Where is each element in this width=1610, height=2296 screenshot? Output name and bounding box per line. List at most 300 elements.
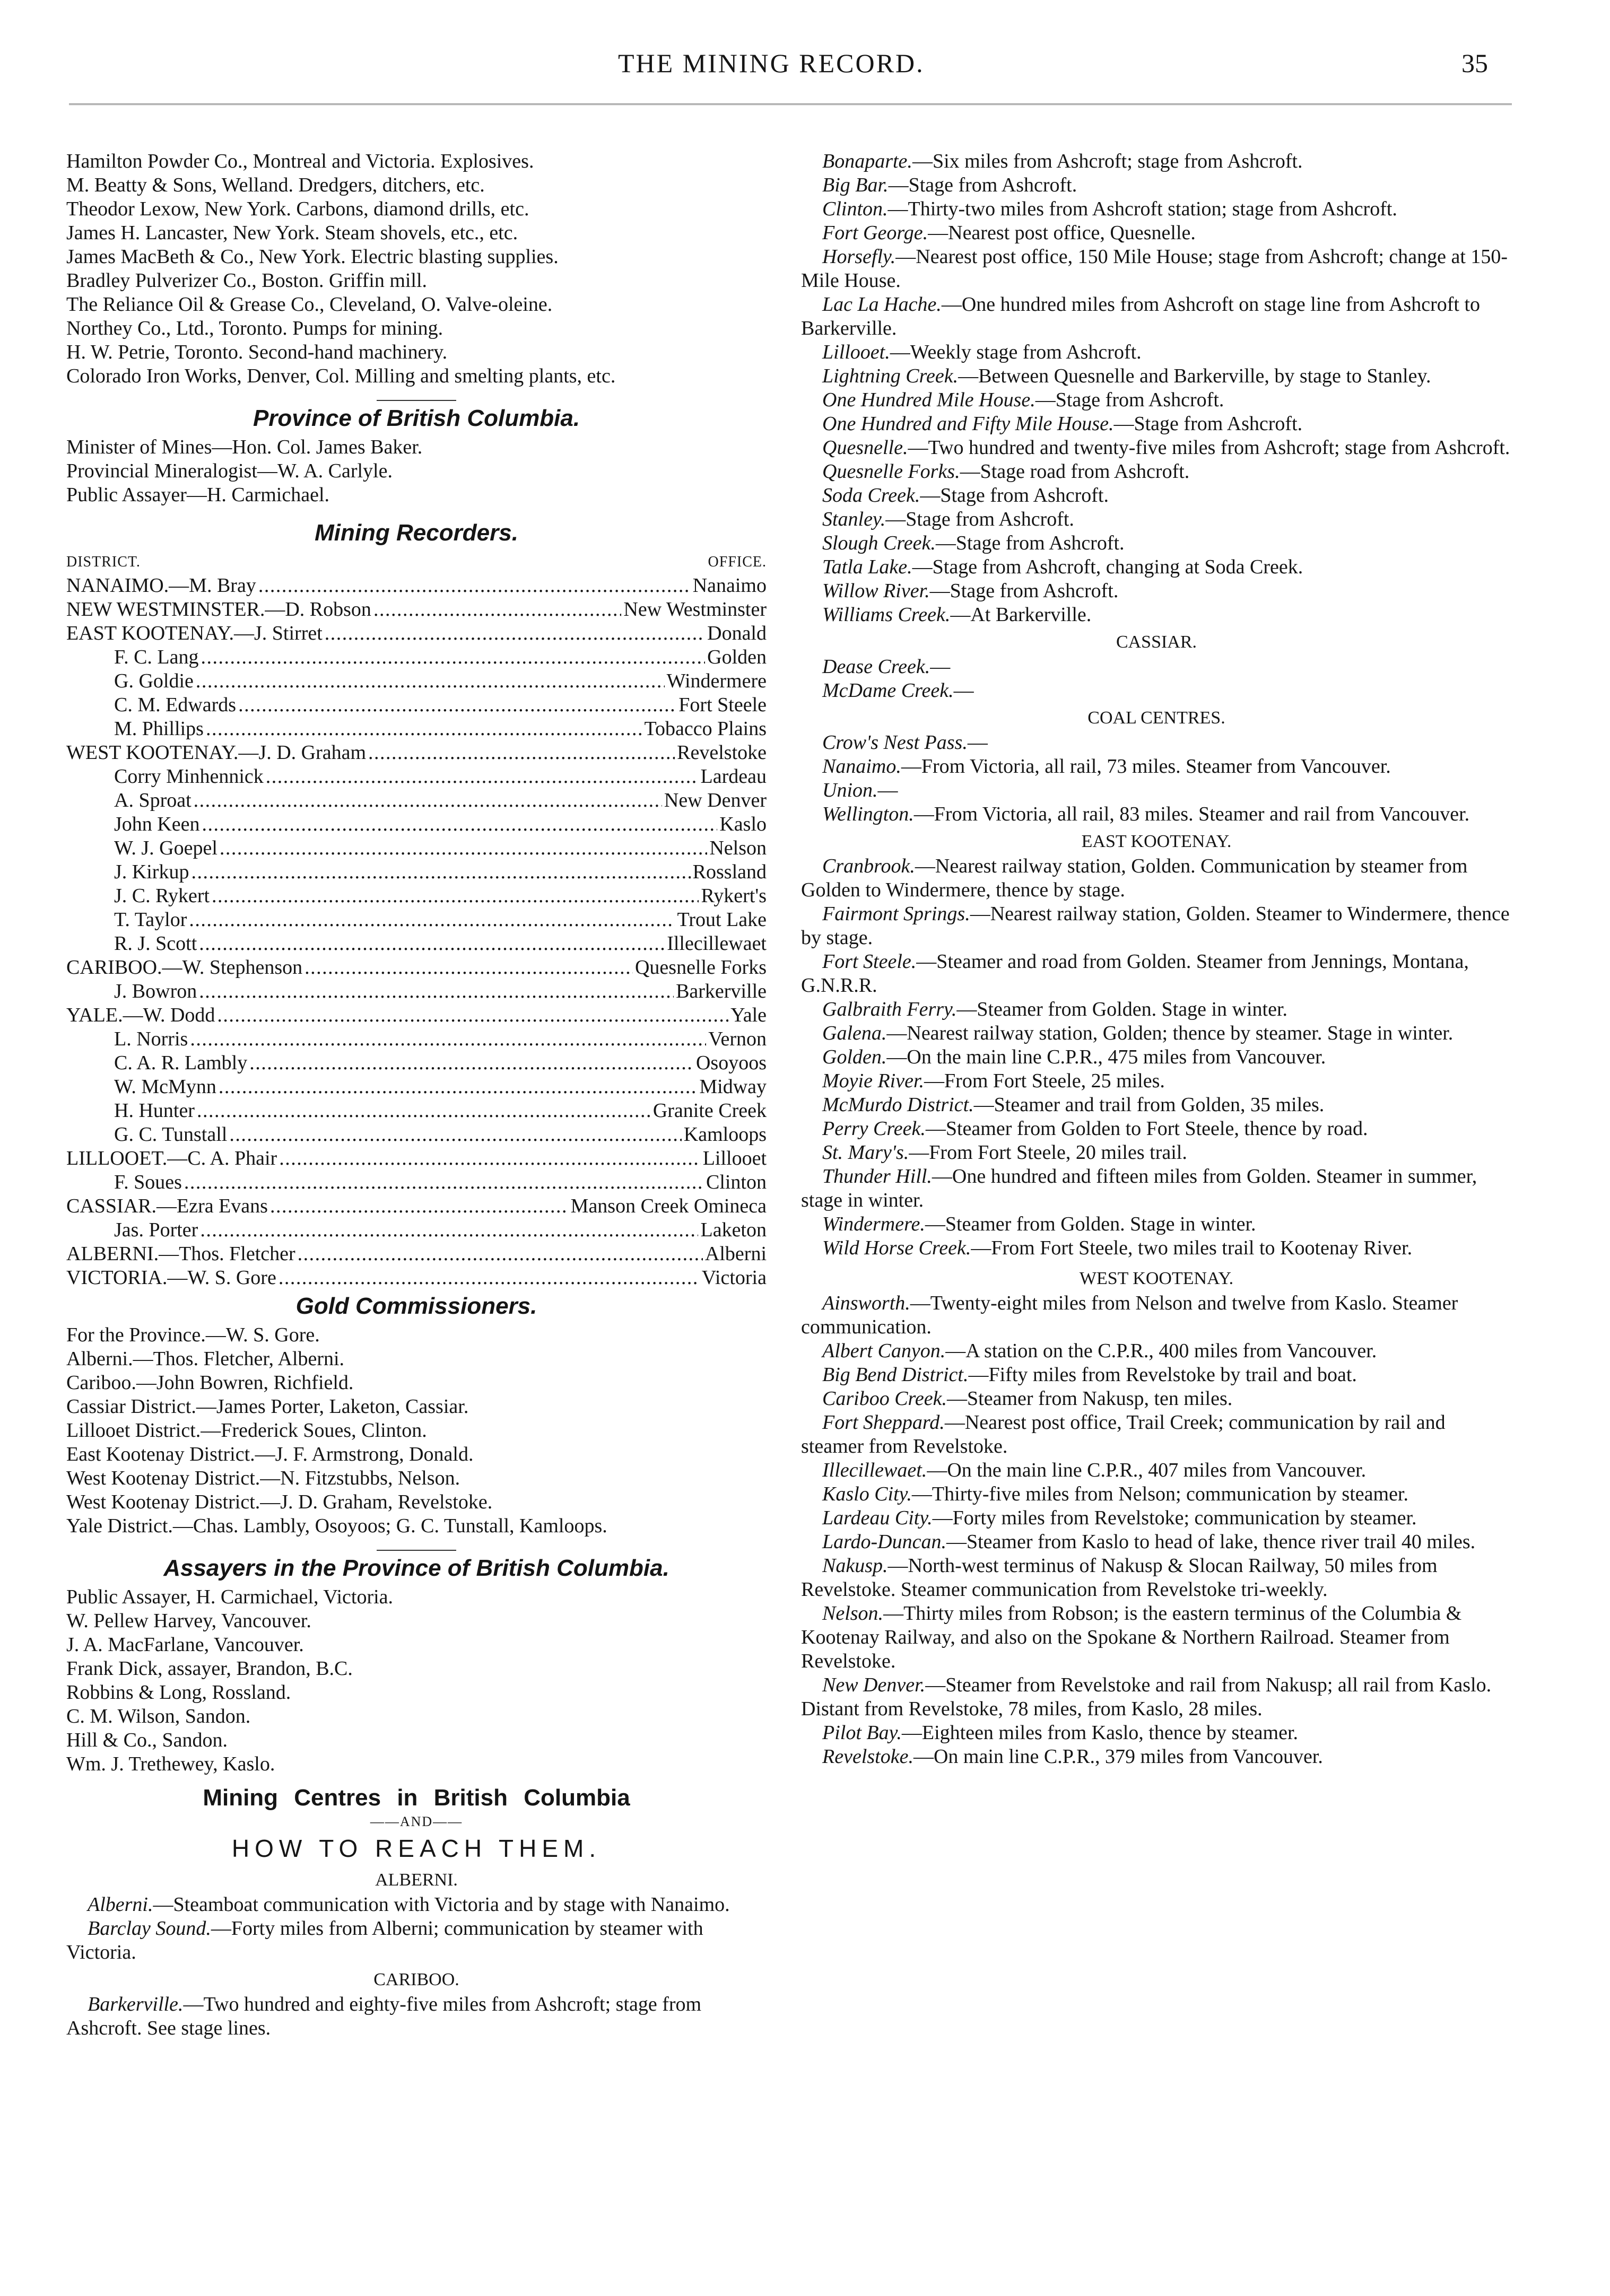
place-directions: —Nearest post office, 150 Mile House; stage from Ashcroft; change at 150-Mile House. [801,246,1508,292]
place-name: Galbraith Ferry. [822,998,957,1020]
place-name: Horsefly. [822,246,896,268]
place-directions: —Steamer and road from Golden. Steamer from Jennings, Montana, G.N.R.R. [801,950,1469,997]
place-entry [801,1045,1512,1069]
place-name: Galena. [822,1022,887,1044]
recorder-name: G. C. Tunstall [114,1123,228,1146]
gold-commissioners-heading: Gold Commissioners. [295,1293,537,1319]
recorder-row [66,980,767,1003]
recorder-row [66,1242,767,1266]
recorder-office: Revelstoke [677,741,767,764]
supplier-line: Theodor Lexow, New York. Carbons, diamond drills, etc. [66,198,529,220]
recorder-office: Trout Lake [677,909,767,931]
recorder-name: ALBERNI.—Thos. Fletcher [66,1243,295,1265]
place-name: Tatla Lake. [822,556,912,578]
recorder-row [66,932,767,956]
place-name: Willow River. [822,580,930,602]
place-directions: —Steamer from Golden. Stage in winter. [956,998,1288,1020]
assayers-heading: Assayers in the Province of British Columbia. [163,1555,669,1581]
place-directions: —Nearest railway station, Golden. Communication by steamer from Golden to Windermere, thence by stage. [801,855,1468,901]
recorder-row [66,884,767,908]
place-name: Wellington. [822,803,914,825]
district-column-header: DISTRICT. [66,554,141,570]
place-entry [801,779,1512,802]
place-directions: —Nearest railway station, Golden. Steamer to Windermere, thence by stage. [801,903,1510,949]
place-name: Moyie River. [822,1070,925,1092]
supplier-line: James MacBeth & Co., New York. Electric blasting supplies. [66,246,559,268]
recorder-row [66,836,767,860]
section-divider [377,1550,456,1551]
place-entry [801,1069,1512,1093]
recorder-name: F. Soues [114,1171,182,1193]
place-name: Cariboo Creek. [822,1387,947,1410]
place-name: Nakusp. [822,1555,888,1577]
recorder-office: Kamloops [683,1123,767,1146]
recorder-row [66,741,767,765]
place-directions: —Steamer from Golden. Stage in winter. [925,1213,1256,1235]
recorder-row [66,908,767,932]
place-directions: —Steamer from Golden to Fort Steele, thence by road. [925,1118,1368,1140]
place-name: Big Bend District. [822,1364,969,1386]
assayer-line: Public Assayer, H. Carmichael, Victoria. [66,1586,394,1608]
place-entry [801,1117,1512,1141]
recorder-name: J. C. Rykert [114,885,210,907]
place-entry [801,436,1512,460]
recorder-row [66,1147,767,1171]
place-name: Quesnelle Forks. [822,460,960,483]
recorder-row [66,789,767,813]
recorder-office: Victoria [701,1267,767,1289]
place-directions: —Nearest post office, Trail Creek; communication by rail and steamer from Revelstoke. [801,1411,1446,1457]
recorder-office: Rossland [692,861,767,883]
place-directions: —Steamer and trail from Golden, 35 miles. [973,1094,1325,1116]
cassiar-entries [801,655,1512,703]
recorder-office: Nanaimo [692,574,767,597]
place-directions: —On the main line C.P.R., 407 miles from Vancouver. [927,1459,1367,1481]
recorder-name: VICTORIA.—W. S. Gore [66,1267,276,1289]
commissioner-line: West Kootenay District.—J. D. Graham, Revelstoke. [66,1491,493,1513]
place-entry [801,293,1512,341]
assayer-line: W. Pellew Harvey, Vancouver. [66,1610,311,1632]
recorder-name: Corry Minhennick [114,765,264,788]
place-directions: —Thirty miles from Robson; is the eastern terminus of the Columbia & Kootenay Railway, and also on the Spokane & Northern Railroad. Steamer from Revelstoke. [801,1602,1462,1672]
dot-leader [266,765,699,789]
place-name: Ainsworth. [822,1292,910,1314]
supplier-line: The Reliance Oil & Grease Co., Cleveland, O. Valve-oleine. [66,293,553,316]
dot-leader [212,884,699,908]
place-name: Wild Horse Creek. [822,1237,971,1259]
recorder-row [66,717,767,741]
recorders-column-headers [66,550,767,574]
commissioner-line: For the Province.—W. S. Gore. [66,1324,320,1346]
recorders-heading: Mining Recorders. [315,520,518,546]
dot-leader [201,645,706,669]
place-entry [801,1141,1512,1165]
recorder-office: Illecillewaet [667,932,767,955]
place-entry [801,1554,1512,1602]
cariboo-entries [66,1993,767,2040]
dot-leader [194,789,662,813]
dot-leader [199,980,674,1003]
place-entry [801,221,1512,245]
header-rule [69,103,1512,105]
place-name: Slough Creek. [822,532,936,554]
dot-leader [197,1099,651,1123]
place-entry [801,902,1512,950]
place-directions: — [967,731,988,754]
recorder-row [66,693,767,717]
place-entry [801,731,1512,755]
place-directions: —From Fort Steele, 20 miles trail. [909,1141,1187,1164]
place-directions: —Nearest post office, Quesnelle. [928,222,1196,244]
place-directions: —Stage from Ashcroft. [1113,413,1303,435]
supplier-line: Bradley Pulverizer Co., Boston. Griffin mill. [66,269,428,292]
assayer-line: Robbins & Long, Rossland. [66,1681,291,1704]
recorder-office: Nelson [709,837,767,859]
right-column [801,150,1512,1769]
place-name: Lillooet. [822,341,890,363]
recorder-name: NANAIMO.—M. Bray [66,574,256,597]
commissioner-line: West Kootenay District.—N. Fitzstubbs, Nelson. [66,1467,460,1489]
place-entry [801,579,1512,603]
place-name: Pilot Bay. [822,1722,902,1744]
place-entry [801,1387,1512,1411]
recorder-office: Tobacco Plains [644,718,767,740]
place-entry [801,1363,1512,1387]
place-name: One Hundred Mile House. [822,389,1035,411]
recorder-name: T. Taylor [114,909,187,931]
recorder-name: F. C. Lang [114,646,199,668]
dot-leader [325,622,705,645]
recorder-office: New Westminster [623,598,767,621]
place-name: Union. [822,779,878,801]
place-name: Alberni. [88,1893,153,1916]
place-name: McDame Creek. [822,679,954,702]
place-directions: —Two hundred and eighty-five miles from Ashcroft; stage from Ashcroft. See stage lines. [66,1993,702,2039]
place-entry [801,1411,1512,1459]
place-entry [801,655,1512,679]
recorder-row [66,598,767,622]
section-divider [377,400,456,401]
official-line: Provincial Mineralogist—W. A. Carlyle. [66,460,393,482]
assayer-line: Frank Dick, assayer, Brandon, B.C. [66,1657,353,1680]
place-entry [801,484,1512,508]
place-directions: —Two hundred and twenty-five miles from Ashcroft; stage from Ashcroft. [908,436,1510,459]
place-directions: —Weekly stage from Ashcroft. [890,341,1142,363]
place-name: Nanaimo. [822,755,901,778]
recorder-office: Lillooet [702,1147,767,1169]
dot-leader [229,1123,681,1147]
place-directions: —One hundred and fifteen miles from Golden. Steamer in summer, stage in winter. [801,1165,1477,1211]
dot-leader [190,1027,706,1051]
recorder-name: LILLOOET.—C. A. Phair [66,1147,277,1169]
commissioner-line: Yale District.—Chas. Lambly, Osoyoos; G. C. Tunstall, Kamloops. [66,1515,607,1537]
place-entry [801,412,1512,436]
assayer-line: C. M. Wilson, Sandon. [66,1705,251,1727]
place-directions: —Stage from Ashcroft. [929,580,1119,602]
place-entry [801,173,1512,197]
recorder-name: A. Sproat [114,789,192,811]
recorder-name: W. J. Goepel [114,837,217,859]
alberni-subheading: ALBERNI. [375,1870,458,1890]
place-entry [801,1530,1512,1554]
and-separator: ——AND—— [370,1814,463,1829]
place-name: New Denver. [822,1674,926,1696]
place-entry [801,1482,1512,1506]
recorder-row [66,669,767,693]
place-entry [801,150,1512,173]
cariboo-subheading: CARIBOO. [373,1970,459,1989]
recorder-row [66,1099,767,1123]
place-name: Perry Creek. [822,1118,926,1140]
gold-commissioners-list [66,1323,767,1538]
recorder-row [66,1123,767,1147]
place-entry [801,998,1512,1022]
place-directions: —Steamer from Nakusp, ten miles. [947,1387,1233,1410]
recorders-list [66,574,767,1290]
recorder-office: Rykert's [701,885,767,907]
place-entry [801,1022,1512,1045]
place-directions: —On main line C.P.R., 379 miles from Vancouver. [913,1745,1323,1768]
place-directions: —From Victoria, all rail, 73 miles. Steamer from Vancouver. [901,755,1391,778]
recorder-office: Golden [707,646,767,668]
recorder-office: Laketon [700,1219,767,1241]
recorder-name: Jas. Porter [114,1219,198,1241]
place-name: Williams Creek. [822,604,951,626]
place-name: Bonaparte. [822,150,912,172]
place-directions: — [930,656,951,678]
recorder-row [66,813,767,836]
recorder-office: Granite Creek [652,1099,767,1122]
cariboo-entries-continued [801,150,1512,627]
place-directions: —At Barkerville. [950,604,1092,626]
dot-leader [206,717,642,741]
place-name: Lightning Creek. [822,365,959,387]
recorder-name: C. A. R. Lambly [114,1052,248,1074]
page-number: 35 [1461,48,1488,78]
left-column [66,150,767,2040]
dot-leader [298,1242,703,1266]
place-directions: —Steamboat communication with Victoria and by stage with Nanaimo. [153,1893,730,1916]
place-directions: —Stage road from Ashcroft. [960,460,1190,483]
place-name: Quesnelle. [822,436,908,459]
recorder-row [66,1194,767,1218]
assayer-line: Wm. J. Trethewey, Kaslo. [66,1753,275,1775]
place-name: Lardeau City. [822,1507,933,1529]
place-entry [801,1339,1512,1363]
place-entry [801,341,1512,364]
place-name: Albert Canyon. [822,1340,946,1362]
dot-leader [304,956,633,980]
place-entry [66,1893,767,1917]
place-name: Thunder Hill. [822,1165,932,1188]
place-directions: —Stage from Ashcroft. [920,484,1109,507]
place-entry [801,755,1512,779]
dot-leader [238,693,676,717]
place-entry [801,1093,1512,1117]
place-name: Golden. [822,1046,887,1068]
place-directions: —Eighteen miles from Kaslo, thence by steamer. [901,1722,1298,1744]
place-entry [801,950,1512,998]
dot-leader [258,574,691,598]
dot-leader [270,1194,569,1218]
dot-leader [184,1171,704,1194]
recorder-row [66,765,767,789]
recorder-office: Lardeau [700,765,767,788]
recorder-name: M. Phillips [114,718,204,740]
dot-leader [199,932,665,956]
recorder-name: YALE.—W. Dodd [66,1004,215,1026]
place-entry [801,1165,1512,1212]
place-name: Fort George. [822,222,928,244]
place-directions: —Twenty-eight miles from Nelson and twelve from Kaslo. Steamer communication. [801,1292,1458,1338]
place-entry [801,364,1512,388]
place-directions: —Stage from Ashcroft, changing at Soda Creek. [912,556,1303,578]
supplier-line: H. W. Petrie, Toronto. Second-hand machinery. [66,341,448,363]
place-name: Revelstoke. [822,1745,913,1768]
place-entry [801,1721,1512,1745]
place-name: Big Bar. [822,174,889,196]
west-kootenay-subheading: WEST KOOTENAY. [1079,1269,1234,1288]
place-directions: —Thirty-two miles from Ashcroft station; stage from Ashcroft. [887,198,1397,220]
recorder-office: Osoyoos [695,1052,767,1074]
recorder-office: Fort Steele [678,694,767,716]
place-entry [801,679,1512,703]
recorder-name: NEW WESTMINSTER.—D. Robson [66,598,371,621]
recorder-office: Clinton [706,1171,767,1193]
recorder-office: Manson Creek Omineca [570,1195,767,1217]
place-name: Dease Creek. [822,656,930,678]
recorder-row [66,1218,767,1242]
place-directions: —A station on the C.P.R., 400 miles from Vancouver. [945,1340,1377,1362]
place-entry [801,1745,1512,1769]
recorder-row [66,860,767,884]
dot-leader [279,1147,701,1171]
recorder-name: CARIBOO.—W. Stephenson [66,956,303,979]
supplier-line: M. Beatty & Sons, Welland. Dredgers, ditchers, etc. [66,174,485,196]
assayer-line: Hill & Co., Sandon. [66,1729,228,1751]
supplier-line: James H. Lancaster, New York. Steam shovels, etc., etc. [66,222,518,244]
recorder-name: J. Kirkup [114,861,189,883]
place-directions: —North-west terminus of Nakusp & Slocan Railway, 50 miles from Revelstoke. Steamer communication from Revelstoke tri-weekly. [801,1555,1438,1601]
recorder-row [66,1027,767,1051]
dot-leader [249,1051,694,1075]
place-entry [801,802,1512,826]
place-entry [801,460,1512,484]
place-entry [66,1917,767,1965]
place-entry [801,854,1512,902]
dot-leader [219,1075,698,1099]
recorder-name: CASSIAR.—Ezra Evans [66,1195,268,1217]
page-header [0,48,1610,101]
place-name: Barkerville. [88,1993,184,2015]
alberni-entries [66,1893,767,1965]
recorder-name: WEST KOOTENAY.—J. D. Graham [66,741,367,764]
dot-leader [189,908,675,932]
place-entry [801,555,1512,579]
place-directions: —Forty miles from Revelstoke; communication by steamer. [932,1507,1417,1529]
official-line: Minister of Mines—Hon. Col. James Baker. [66,436,423,458]
recorder-name: L. Norris [114,1028,188,1050]
recorder-name: H. Hunter [114,1099,195,1122]
official-line: Public Assayer—H. Carmichael. [66,484,330,506]
dot-leader [202,813,717,836]
commissioner-line: Cariboo.—John Bowren, Richfield. [66,1372,354,1394]
place-directions: —From Fort Steele, two miles trail to Kootenay River. [971,1237,1413,1259]
cassiar-subheading: CASSIAR. [1116,632,1197,652]
recorder-office: Barkerville [676,980,767,1002]
place-directions: —On the main line C.P.R., 475 miles from Vancouver. [886,1046,1326,1068]
place-directions: —From Fort Steele, 25 miles. [924,1070,1165,1092]
place-directions: —Six miles from Ashcroft; stage from Ashcroft. [912,150,1303,172]
recorder-office: Alberni [704,1243,767,1265]
supplier-line: Hamilton Powder Co., Montreal and Victoria. Explosives. [66,150,534,172]
recorder-name: R. J. Scott [114,932,197,955]
place-directions: —Stage from Ashcroft. [1035,389,1224,411]
place-entry [801,531,1512,555]
east-kootenay-subheading: EAST KOOTENAY. [1081,832,1232,851]
recorder-office: Midway [699,1076,767,1098]
place-name: Lardo-Duncan. [822,1531,946,1553]
place-entry [801,1459,1512,1482]
recorder-row [66,622,767,645]
recorder-office: New Denver [664,789,767,811]
recorder-office: Quesnelle Forks [634,956,767,979]
place-entry [801,508,1512,531]
west-kootenay-entries [801,1291,1512,1769]
place-entry [66,1993,767,2040]
recorder-row [66,1075,767,1099]
recorder-name: W. McMynn [114,1076,216,1098]
recorder-office: Yale [730,1004,767,1026]
coal-entries [801,731,1512,826]
office-column-header: OFFICE. [708,554,767,570]
place-name: Crow's Nest Pass. [822,731,968,754]
mining-centres-heading: Mining Centres in British Columbia [203,1785,630,1811]
place-name: Lac La Hache. [822,293,942,316]
recorder-row [66,1266,767,1290]
place-entry [801,603,1512,627]
place-name: Kaslo City. [822,1483,912,1505]
place-entry [801,1212,1512,1236]
place-name: Clinton. [822,198,888,220]
place-entry [801,388,1512,412]
dot-leader [217,1003,728,1027]
recorder-office: Vernon [708,1028,767,1050]
place-entry [801,1602,1512,1673]
recorder-name: EAST KOOTENAY.—J. Stirret [66,622,323,644]
place-name: Cranbrook. [822,855,915,877]
recorder-row [66,1051,767,1075]
place-directions: — [877,779,898,801]
place-name: Stanley. [822,508,886,530]
recorder-name: J. Bowron [114,980,197,1002]
place-directions: —Forty miles from Alberni; communication by steamer with Victoria. [66,1917,703,1963]
place-directions: —Stage from Ashcroft. [888,174,1077,196]
recorder-office: Windermere [666,670,767,692]
place-directions: —Steamer from Revelstoke and rail from Nakusp; all rail from Kaslo. Distant from Revelstoke, 78 miles, from Kaslo, 28 miles. [801,1674,1492,1720]
place-entry [801,1506,1512,1530]
place-name: Windermere. [822,1213,925,1235]
place-name: Barclay Sound. [88,1917,211,1940]
place-entry [801,197,1512,221]
supplier-line: Colorado Iron Works, Denver, Col. Milling and smelting plants, etc. [66,365,616,387]
place-directions: —One hundred miles from Ashcroft on stage line from Ashcroft to Barkerville. [801,293,1481,339]
place-entry [801,245,1512,293]
recorder-row [66,645,767,669]
assayer-line: J. A. MacFarlane, Vancouver. [66,1634,304,1656]
dot-leader [279,1266,700,1290]
place-directions: —Stage from Ashcroft. [935,532,1125,554]
